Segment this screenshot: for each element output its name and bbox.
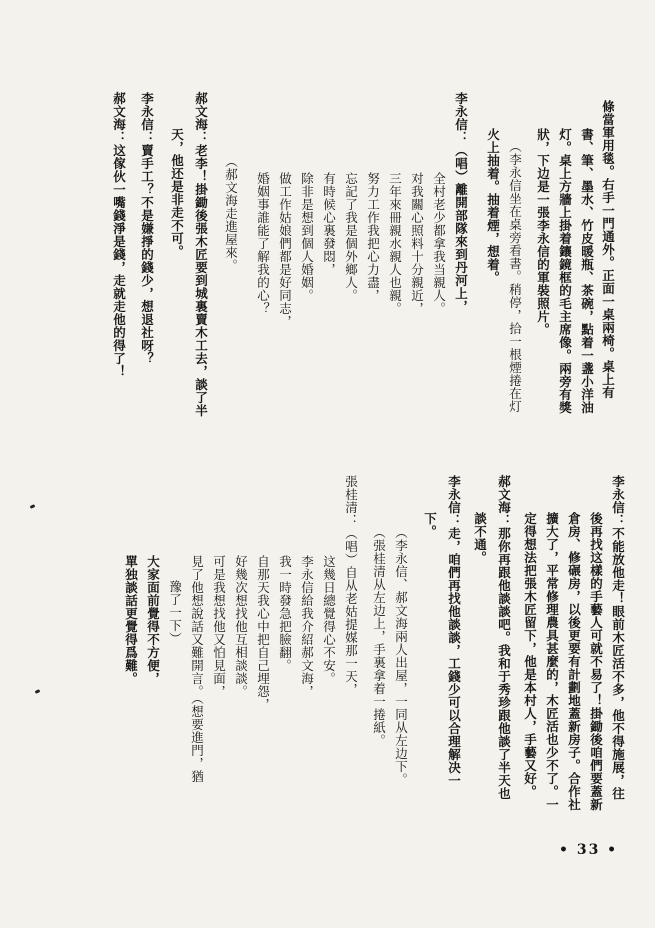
lyric-line: 努力工作我把心力盡， <box>365 172 381 302</box>
dialogue-line: 郝文海：这傢伙一嘴錢淨是錢，走就走他的得了！ <box>111 92 127 378</box>
dialogue-line: 李永信：走，咱們再找他談談，工錢少可以合理解决一 <box>446 475 462 787</box>
dialogue-line: 張桂清：（唱）自从老姑提媒那一天， <box>343 475 359 696</box>
lyric-line: 全村老少都拿我当親人。 <box>431 172 447 315</box>
dialogue-line: 李永信：賣手工？不是嫌掙的錢少，想退社呀？ <box>139 92 155 365</box>
scan-speck <box>35 689 41 694</box>
lyric-line: 婚姻事誰能了解我的心？ <box>255 172 271 315</box>
dialogue-line: 擴大了，平常修理農具甚麼的，木匠活也少不了。一 <box>544 512 560 811</box>
lyric-line: 可是我想找他又怕見面， <box>211 555 227 698</box>
lyric-line: 好幾次想找他互相談談。 <box>233 555 249 698</box>
dialogue-line: 李永信：（唱）離開部隊來到丹河上， <box>453 92 469 313</box>
dialogue-line: 後再找这樣的手藝人可就不易了！掛鋤後咱們要蓋新 <box>588 512 604 811</box>
text-column: 條當軍用毯。右手一門通外。正面一桌兩椅。桌上有 <box>600 100 616 399</box>
dialogue-line: 下。 <box>422 512 438 538</box>
lyric-line: 对我關心照料十分親近， <box>409 172 425 315</box>
lyric-line: 我一時發急把臉翻。 <box>277 555 293 672</box>
stage-direction: （李永信坐在桌旁看書。稍停，拾一根煙捲在灯 <box>507 140 523 413</box>
dialogue-line: 郝文海：那你再跟他談談吧。我和于秀珍跟他談了半天也 <box>496 475 512 800</box>
dialogue-line: 談不通。 <box>472 512 488 564</box>
lyric-line: 大家面前覺得不方便， <box>145 555 161 685</box>
lyric-line: 忘記了我是個外鄉人。 <box>343 172 359 302</box>
stage-direction: 火上抽着。抽着煙，想着。 <box>485 128 501 284</box>
lyric-line: 做工作姑娘們都是好同志， <box>277 172 293 328</box>
stage-direction: 豫了一下） <box>167 580 183 645</box>
dialogue-line: 李永信：不能放他走！眼前木匠活不多，他不得施展，往 <box>610 475 626 800</box>
stage-direction: （郝文海走進屋來。 <box>223 155 239 272</box>
stage-direction: （李永信、郝文海兩人出屋，一同从左边下。 <box>393 526 409 786</box>
dialogue-line: 天，他还是非走不可。 <box>169 128 185 258</box>
lyric-line: 自那天我心中把自己埋怨， <box>255 555 271 711</box>
scan-speck <box>30 504 36 509</box>
text-column: 書、筆、墨水、竹皮暖瓶、茶碗，點着一盞小洋油 <box>579 128 595 414</box>
lyric-line: 見了他想說話又難開言。（想要進門，猶 <box>189 555 205 783</box>
lyric-line: 有時候心裏發悶， <box>321 172 337 276</box>
dialogue-line: 郝文海：老李！掛鋤後張木匠要到城裏賣木工去，談了半 <box>193 92 209 417</box>
lyric-line: 三年來冊親水親人也親。 <box>387 172 403 315</box>
dialogue-line: 定得想法把張木匠留下，他是本村人，手藝又好。 <box>522 512 538 798</box>
text-column: 狀，下边是一張李永信的軍裝照片。 <box>535 128 551 336</box>
page-number: • 33 • <box>559 842 619 858</box>
lyric-line: 單独談話更覺得爲難。 <box>123 555 139 685</box>
lyric-line: 这幾日總覺得心不安。 <box>321 555 337 685</box>
lyric-line: 除非是想到個人婚姻。 <box>299 172 315 302</box>
stage-direction: （張桂清从左边上，手裏拿着一捲紙。 <box>371 526 387 747</box>
text-column: 灯。桌上方牆上掛着鑲鏡框的毛主席像。兩旁有獎 <box>557 128 573 414</box>
lyric-line: 李永信給我介紹郝文海， <box>299 555 315 698</box>
dialogue-line: 倉房、修碾房，以後更要有計劃地蓋新房子。合作社 <box>566 512 582 811</box>
